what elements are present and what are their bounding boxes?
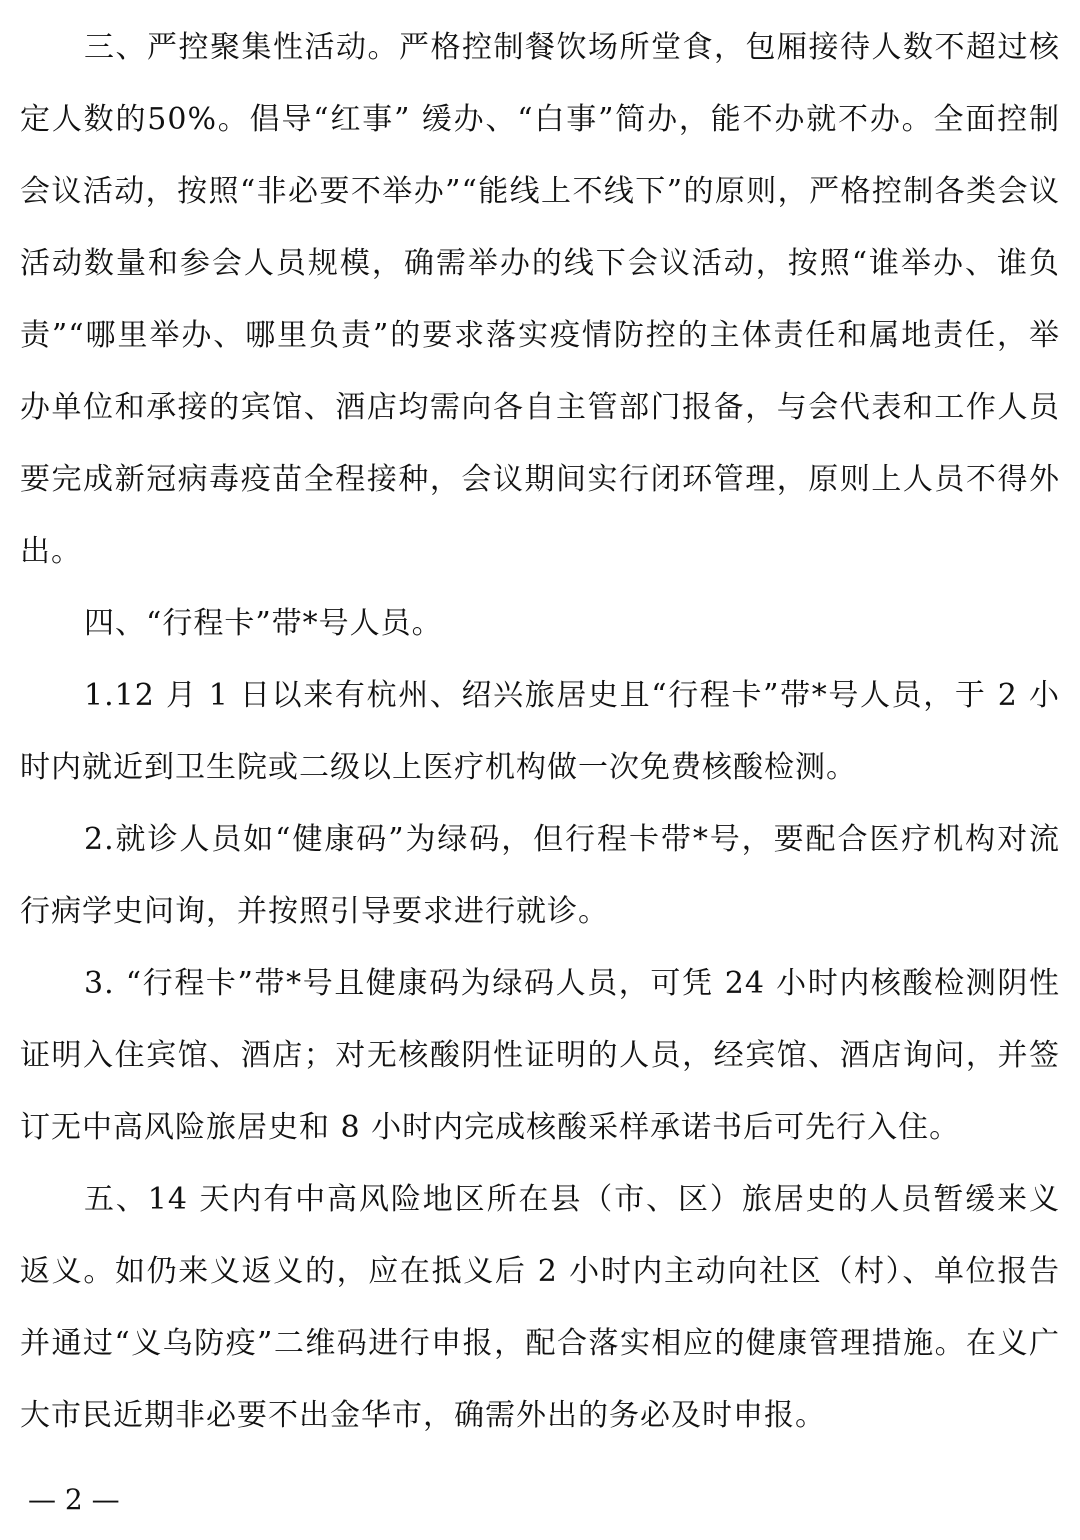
paragraph-item-3: 3. “行程卡”带*号且健康码为绿码人员，可凭 24 小时内核酸检测阴性证明入住宾馆、酒店；对无核酸阴性证明的人员，经宾馆、酒店询问，并签订无中高风险旅居史和 8 小时内完成核酸采样承诺书后可先行入住。 xyxy=(20,966,1060,1145)
paragraph-item-1: 1.12 月 1 日以来有杭州、绍兴旅居史且“行程卡”带*号人员，于 2 小时内就近到卫生院或二级以上医疗机构做一次免费核酸检测。 xyxy=(20,678,1060,785)
paragraph-section-4-heading: 四、“行程卡”带*号人员。 xyxy=(84,606,443,641)
document-body xyxy=(20,12,1060,1452)
paragraph-section-3: 三、严控聚集性活动。严格控制餐饮场所堂食，包厢接待人数不超过核定人数的50%。倡导“红事” 缓办、“白事”简办，能不办就不办。全面控制会议活动，按照“非必要不举办”“能线上不线下”的原则，严格控制各类会议活动数量和参会人员规模，确需举办的线下会议活动，按照“谁举办、谁负责”“哪里举办、哪里负责”的要求落实疫情防控的主体责任和属地责任，举办单位和承接的宾馆、酒店均需向各自主管部门报备，与会代表和工作人员要完成新冠病毒疫苗全程接种，会议期间实行闭环管理，原则上人员不得外出。 xyxy=(20,30,1060,569)
page-number: — 2 — xyxy=(28,1483,120,1516)
paragraph-item-2: 2.就诊人员如“健康码”为绿码，但行程卡带*号，要配合医疗机构对流行病学史问询，并按照引导要求进行就诊。 xyxy=(20,822,1060,929)
paragraph-section-5: 五、14 天内有中高风险地区所在县（市、区）旅居史的人员暂缓来义返义。如仍来义返义的，应在抵义后 2 小时内主动向社区（村）、单位报告并通过“义乌防疫”二维码进行申报，配合落实相应的健康管理措施。在义广大市民近期非必要不出金华市，确需外出的务必及时申报。 xyxy=(20,1182,1060,1433)
